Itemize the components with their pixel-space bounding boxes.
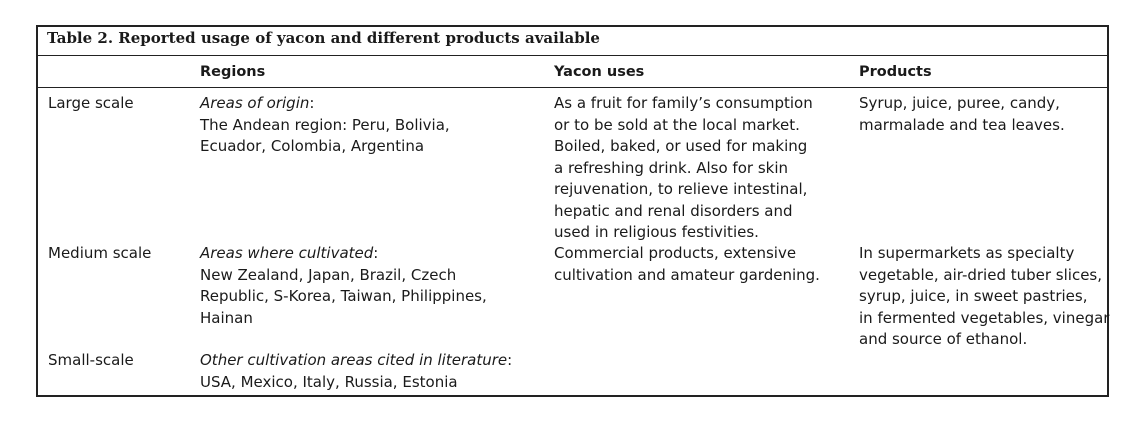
- products-line: In supermarkets as specialty: [859, 244, 1075, 262]
- row-medium-scale-label: Medium scale: [48, 244, 152, 262]
- region-title: Areas of origin: [200, 94, 310, 112]
- region-title-colon: :: [373, 244, 379, 262]
- row-small-scale-label: Small-scale: [48, 351, 134, 369]
- row-large-scale-label: Large scale: [48, 94, 134, 112]
- uses-line: or to be sold at the local market.: [554, 115, 800, 134]
- products-line: vegetable, air-dried tuber slices,: [859, 265, 1103, 284]
- row-large-scale-products: [859, 93, 1065, 136]
- products-line: Syrup, juice, puree, candy,: [859, 94, 1060, 112]
- uses-line: Boiled, baked, or used for making: [554, 137, 808, 155]
- row-medium-scale-regions: [200, 243, 487, 329]
- header-products: Products: [859, 64, 932, 80]
- region-line: Republic, S-Korea, Taiwan, Philippines,: [200, 287, 487, 305]
- row-large-scale-uses: [554, 93, 813, 244]
- region-line: The Andean region: Peru, Bolivia,: [200, 115, 450, 134]
- products-line: marmalade and tea leaves.: [859, 115, 1065, 134]
- uses-line: hepatic and renal disorders and: [554, 201, 793, 220]
- usage-table: [36, 25, 1109, 397]
- uses-line: Commercial products, extensive: [554, 244, 797, 262]
- header-divider: [38, 87, 1107, 88]
- region-title: Areas where cultivated: [200, 244, 374, 262]
- uses-line: As a fruit for family’s consumption: [554, 94, 813, 112]
- header-regions: Regions: [200, 64, 266, 80]
- table-caption: Table 2. Reported usage of yacon and different products available: [47, 29, 600, 47]
- uses-line: used in religious festivities.: [554, 223, 759, 241]
- region-line: USA, Mexico, Italy, Russia, Estonia: [200, 372, 458, 391]
- region-line: Ecuador, Colombia, Argentina: [200, 137, 425, 155]
- region-title-colon: :: [309, 94, 315, 112]
- products-line: in fermented vegetables, vinegar: [859, 308, 1110, 327]
- uses-line: a refreshing drink. Also for skin: [554, 158, 789, 177]
- row-medium-scale-uses: [554, 243, 820, 286]
- region-title-colon: :: [507, 351, 513, 369]
- row-large-scale-regions: [200, 93, 450, 158]
- row-small-scale-regions: [200, 350, 512, 393]
- products-line: syrup, juice, in sweet pastries,: [859, 287, 1088, 305]
- products-line: and source of ethanol.: [859, 330, 1028, 348]
- row-medium-scale-products: [859, 243, 1109, 351]
- region-title: Other cultivation areas cited in literature: [200, 351, 508, 369]
- region-line: New Zealand, Japan, Brazil, Czech: [200, 265, 457, 284]
- region-line: Hainan: [200, 308, 253, 327]
- uses-line: cultivation and amateur gardening.: [554, 265, 820, 284]
- header-yacon-uses: Yacon uses: [554, 64, 645, 80]
- uses-line: rejuvenation, to relieve intestinal,: [554, 180, 808, 198]
- caption-divider: [38, 55, 1107, 56]
